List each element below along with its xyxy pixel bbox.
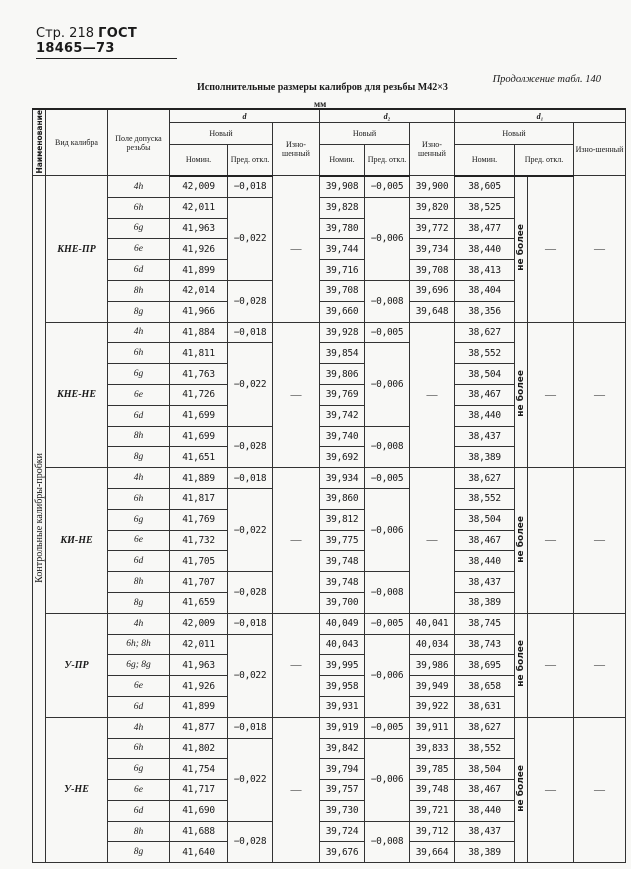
d2-worn: 39,648 xyxy=(410,301,455,322)
d2-nominal: 39,794 xyxy=(320,759,365,780)
d-worn: — xyxy=(273,717,320,863)
table-body xyxy=(33,176,626,863)
d2-worn: 40,041 xyxy=(410,613,455,634)
d1-deviation-value: — xyxy=(528,468,574,614)
d-nominal: 41,802 xyxy=(170,738,228,759)
d2-worn: 39,734 xyxy=(410,239,455,260)
table-row xyxy=(33,176,626,197)
d-nominal: 41,688 xyxy=(170,821,228,842)
d2-nominal: 39,748 xyxy=(320,551,365,572)
d2-nominal: 39,716 xyxy=(320,260,365,281)
tolerance-field: 6d xyxy=(108,551,170,572)
tolerance-field: 6d xyxy=(108,800,170,821)
header-pole-dopuska: Поле допуска резьбы xyxy=(108,109,170,176)
d2-deviation: −0,008 xyxy=(365,280,410,322)
d-nominal: 41,884 xyxy=(170,322,228,343)
tolerance-field: 6d xyxy=(108,405,170,426)
group-label-cell xyxy=(33,176,46,863)
d2-worn: 39,820 xyxy=(410,197,455,218)
d2-nominal: 39,934 xyxy=(320,468,365,489)
header-d1-iznoshennyi: Изно-шенный xyxy=(574,123,626,176)
tolerance-field: 8h xyxy=(108,426,170,447)
d2-worn: 39,922 xyxy=(410,696,455,717)
d2-worn: 39,708 xyxy=(410,260,455,281)
tolerance-field: 6e xyxy=(108,530,170,551)
d-nominal: 42,011 xyxy=(170,634,228,655)
d-nominal: 41,651 xyxy=(170,447,228,468)
d2-nominal: 39,919 xyxy=(320,717,365,738)
d1-worn: — xyxy=(574,717,626,863)
page-number: Стр. 218 xyxy=(36,26,94,41)
d1-nominal: 38,504 xyxy=(455,759,515,780)
header-d1-pred: Пред. откл. xyxy=(515,144,574,176)
d2-worn: — xyxy=(410,322,455,468)
d2-deviation: −0,005 xyxy=(365,322,410,343)
header-d2-pred: Пред. откл. xyxy=(365,144,410,176)
d-nominal: 41,754 xyxy=(170,759,228,780)
continuation-note: Продолжение табл. 140 xyxy=(492,74,601,85)
gauge-name: КИ-НЕ xyxy=(46,468,108,614)
d-deviation: −0,028 xyxy=(228,280,273,322)
tolerance-field: 6e xyxy=(108,780,170,801)
units-label: мм xyxy=(314,99,327,109)
d2-nominal: 39,860 xyxy=(320,488,365,509)
tolerance-field: 4h xyxy=(108,322,170,343)
d2-worn: 39,748 xyxy=(410,780,455,801)
tolerance-field: 4h xyxy=(108,468,170,489)
d-nominal: 41,726 xyxy=(170,384,228,405)
d-nominal: 41,889 xyxy=(170,468,228,489)
d-deviation: −0,018 xyxy=(228,613,273,634)
d2-nominal: 39,740 xyxy=(320,426,365,447)
d-nominal: 41,877 xyxy=(170,717,228,738)
tolerance-field: 4h xyxy=(108,613,170,634)
d1-nominal: 38,605 xyxy=(455,176,515,197)
d2-nominal: 39,775 xyxy=(320,530,365,551)
header-d-nomin: Номин. xyxy=(170,144,228,176)
d-nominal: 41,899 xyxy=(170,260,228,281)
d-nominal: 41,966 xyxy=(170,301,228,322)
d1-deviation-value: — xyxy=(528,717,574,863)
d-nominal: 41,659 xyxy=(170,592,228,613)
tolerance-field: 6g xyxy=(108,364,170,385)
d2-deviation: −0,008 xyxy=(365,572,410,614)
d2-worn: 39,696 xyxy=(410,280,455,301)
tolerance-field: 6h xyxy=(108,343,170,364)
d2-nominal: 39,806 xyxy=(320,364,365,385)
standard-number: ГОСТ 18465—73 xyxy=(36,26,138,56)
d2-nominal: 39,928 xyxy=(320,322,365,343)
d-nominal: 41,717 xyxy=(170,780,228,801)
d-deviation: −0,022 xyxy=(228,738,273,821)
tolerance-field: 6g; 8g xyxy=(108,655,170,676)
header-naimenovanie: Наименование xyxy=(33,109,46,176)
header-d1: d₁ xyxy=(455,109,626,123)
d-nominal: 41,899 xyxy=(170,696,228,717)
header-d1-novyi: Новый xyxy=(455,123,574,145)
d1-deviation-value: — xyxy=(528,322,574,468)
ne-bolee-label: не более xyxy=(516,224,526,272)
d1-nominal: 38,440 xyxy=(455,405,515,426)
d2-nominal: 39,995 xyxy=(320,655,365,676)
d1-nominal: 38,389 xyxy=(455,842,515,863)
ne-bolee-label: не более xyxy=(516,515,526,563)
tolerance-field: 6g xyxy=(108,218,170,239)
d-nominal: 41,769 xyxy=(170,509,228,530)
d2-worn: 39,721 xyxy=(410,800,455,821)
tolerance-field: 4h xyxy=(108,176,170,197)
tolerance-field: 6e xyxy=(108,384,170,405)
d1-deviation-value: — xyxy=(528,613,574,717)
d2-worn: 39,986 xyxy=(410,655,455,676)
header-vid-kalibra: Вид калибра xyxy=(46,109,108,176)
tolerance-field: 6h xyxy=(108,197,170,218)
tolerance-field: 6h xyxy=(108,488,170,509)
d2-worn: 39,833 xyxy=(410,738,455,759)
d2-nominal: 39,748 xyxy=(320,572,365,593)
d-deviation: −0,028 xyxy=(228,572,273,614)
d-deviation: −0,022 xyxy=(228,197,273,280)
d2-nominal: 40,049 xyxy=(320,613,365,634)
header-d-pred: Пред. откл. xyxy=(228,144,273,176)
d2-nominal: 39,700 xyxy=(320,592,365,613)
d1-worn: — xyxy=(574,322,626,468)
d-deviation: −0,022 xyxy=(228,343,273,426)
d1-nominal: 38,467 xyxy=(455,780,515,801)
d2-deviation: −0,005 xyxy=(365,468,410,489)
d2-nominal: 39,742 xyxy=(320,405,365,426)
d1-deviation xyxy=(515,176,528,322)
tolerance-field: 6h xyxy=(108,738,170,759)
d1-nominal: 38,658 xyxy=(455,676,515,697)
d1-nominal: 38,437 xyxy=(455,426,515,447)
d2-deviation: −0,006 xyxy=(365,634,410,717)
d1-nominal: 38,552 xyxy=(455,738,515,759)
d2-nominal: 39,842 xyxy=(320,738,365,759)
d-deviation: −0,018 xyxy=(228,322,273,343)
gauge-name: У-ПР xyxy=(46,613,108,717)
d-nominal: 41,926 xyxy=(170,676,228,697)
d2-nominal: 39,660 xyxy=(320,301,365,322)
d1-nominal: 38,440 xyxy=(455,800,515,821)
d1-nominal: 38,627 xyxy=(455,322,515,343)
tolerance-field: 6e xyxy=(108,676,170,697)
d2-nominal: 40,043 xyxy=(320,634,365,655)
header-d2-iznoshennyi: Изно-шенный xyxy=(410,123,455,176)
ne-bolee-label: не более xyxy=(516,640,526,688)
tolerance-field: 8g xyxy=(108,301,170,322)
d1-nominal: 38,504 xyxy=(455,364,515,385)
d-nominal: 41,963 xyxy=(170,218,228,239)
d1-nominal: 38,627 xyxy=(455,717,515,738)
tolerance-field: 8h xyxy=(108,572,170,593)
d1-deviation xyxy=(515,613,528,717)
d-nominal: 42,009 xyxy=(170,176,228,197)
d-nominal: 42,011 xyxy=(170,197,228,218)
d2-deviation: −0,008 xyxy=(365,821,410,863)
d-deviation: −0,018 xyxy=(228,176,273,197)
header-d-iznoshennyi: Изно-шенный xyxy=(273,123,320,176)
header-d: d xyxy=(170,109,320,123)
d1-nominal: 38,404 xyxy=(455,280,515,301)
d2-nominal: 39,692 xyxy=(320,447,365,468)
d-nominal: 41,699 xyxy=(170,426,228,447)
d1-worn: — xyxy=(574,613,626,717)
d1-nominal: 38,389 xyxy=(455,592,515,613)
d1-nominal: 38,440 xyxy=(455,239,515,260)
d-nominal: 41,817 xyxy=(170,488,228,509)
header-d1-nomin: Номин. xyxy=(455,144,515,176)
table-row xyxy=(33,717,626,738)
d2-nominal: 39,730 xyxy=(320,800,365,821)
d1-worn: — xyxy=(574,468,626,614)
d2-worn: 39,785 xyxy=(410,759,455,780)
d1-nominal: 38,389 xyxy=(455,447,515,468)
tolerance-field: 8g xyxy=(108,842,170,863)
d2-nominal: 39,724 xyxy=(320,821,365,842)
tolerance-field: 6e xyxy=(108,239,170,260)
d-nominal: 41,707 xyxy=(170,572,228,593)
d1-nominal: 38,437 xyxy=(455,821,515,842)
d2-deviation: −0,005 xyxy=(365,717,410,738)
d1-nominal: 38,504 xyxy=(455,509,515,530)
d2-nominal: 39,931 xyxy=(320,696,365,717)
d2-deviation: −0,005 xyxy=(365,613,410,634)
d-nominal: 41,926 xyxy=(170,239,228,260)
d-deviation: −0,028 xyxy=(228,821,273,863)
gauge-name: У-НЕ xyxy=(46,717,108,863)
table-row xyxy=(33,468,626,489)
d2-worn: 39,949 xyxy=(410,676,455,697)
d2-nominal: 39,744 xyxy=(320,239,365,260)
d1-nominal: 38,440 xyxy=(455,551,515,572)
d2-nominal: 39,708 xyxy=(320,280,365,301)
d1-nominal: 38,437 xyxy=(455,572,515,593)
d2-nominal: 39,958 xyxy=(320,676,365,697)
d1-deviation xyxy=(515,717,528,863)
group-label: Контрольные калибры-пробки xyxy=(33,452,45,583)
tolerance-field: 8h xyxy=(108,280,170,301)
d-deviation: −0,028 xyxy=(228,426,273,468)
d1-nominal: 38,743 xyxy=(455,634,515,655)
header-d2-novyi: Новый xyxy=(320,123,410,145)
d1-nominal: 38,631 xyxy=(455,696,515,717)
d2-worn: 40,034 xyxy=(410,634,455,655)
d1-deviation-value: — xyxy=(528,176,574,322)
d2-worn: 39,772 xyxy=(410,218,455,239)
d2-deviation: −0,006 xyxy=(365,343,410,426)
d2-nominal: 39,908 xyxy=(320,176,365,197)
tolerance-field: 6d xyxy=(108,260,170,281)
d-nominal: 41,640 xyxy=(170,842,228,863)
d-nominal: 41,963 xyxy=(170,655,228,676)
d1-deviation xyxy=(515,468,528,614)
d-nominal: 42,009 xyxy=(170,613,228,634)
tolerance-field: 4h xyxy=(108,717,170,738)
d-deviation: −0,018 xyxy=(228,717,273,738)
d1-nominal: 38,552 xyxy=(455,488,515,509)
d-nominal: 41,690 xyxy=(170,800,228,821)
d2-worn: — xyxy=(410,468,455,614)
d2-worn: 39,911 xyxy=(410,717,455,738)
d-nominal: 41,732 xyxy=(170,530,228,551)
gauge-dimensions-table xyxy=(32,108,626,863)
d1-nominal: 38,477 xyxy=(455,218,515,239)
d-nominal: 41,705 xyxy=(170,551,228,572)
d1-nominal: 38,467 xyxy=(455,384,515,405)
table-title: Исполнительные размеры калибров для резьбы М42×3 xyxy=(197,82,448,93)
d-worn: — xyxy=(273,176,320,322)
d-worn: — xyxy=(273,613,320,717)
d2-deviation: −0,005 xyxy=(365,176,410,197)
tolerance-field: 6h; 8h xyxy=(108,634,170,655)
d2-nominal: 39,854 xyxy=(320,343,365,364)
d1-nominal: 38,467 xyxy=(455,530,515,551)
d-deviation: −0,022 xyxy=(228,634,273,717)
d1-nominal: 38,695 xyxy=(455,655,515,676)
d1-nominal: 38,745 xyxy=(455,613,515,634)
d-nominal: 41,699 xyxy=(170,405,228,426)
d2-nominal: 39,757 xyxy=(320,780,365,801)
d2-nominal: 39,828 xyxy=(320,197,365,218)
tolerance-field: 8g xyxy=(108,447,170,468)
d1-nominal: 38,413 xyxy=(455,260,515,281)
gauge-name: КНЕ-НЕ xyxy=(46,322,108,468)
ne-bolee-label: не более xyxy=(516,369,526,417)
d2-nominal: 39,769 xyxy=(320,384,365,405)
page-header xyxy=(36,26,177,59)
d1-worn: — xyxy=(574,176,626,322)
gauge-name: КНЕ-ПР xyxy=(46,176,108,322)
d-nominal: 41,763 xyxy=(170,364,228,385)
d-worn: — xyxy=(273,322,320,468)
ne-bolee-label: не более xyxy=(516,765,526,812)
header-d2: d₂ xyxy=(320,109,455,123)
d-deviation: −0,022 xyxy=(228,488,273,571)
d1-nominal: 38,627 xyxy=(455,468,515,489)
d-deviation: −0,018 xyxy=(228,468,273,489)
d-worn: — xyxy=(273,468,320,614)
d2-deviation: −0,006 xyxy=(365,488,410,571)
header-d2-nomin: Номин. xyxy=(320,144,365,176)
d2-nominal: 39,780 xyxy=(320,218,365,239)
table-row xyxy=(33,613,626,634)
tolerance-field: 8g xyxy=(108,592,170,613)
d2-worn: 39,664 xyxy=(410,842,455,863)
d1-nominal: 38,356 xyxy=(455,301,515,322)
tolerance-field: 6d xyxy=(108,696,170,717)
tolerance-field: 8h xyxy=(108,821,170,842)
d2-deviation: −0,008 xyxy=(365,426,410,468)
d1-nominal: 38,525 xyxy=(455,197,515,218)
d1-deviation xyxy=(515,322,528,468)
d2-deviation: −0,006 xyxy=(365,738,410,821)
d-nominal: 41,811 xyxy=(170,343,228,364)
d-nominal: 42,014 xyxy=(170,280,228,301)
d2-nominal: 39,676 xyxy=(320,842,365,863)
d2-worn: 39,900 xyxy=(410,176,455,197)
d1-nominal: 38,552 xyxy=(455,343,515,364)
table-row xyxy=(33,322,626,343)
header-d-novyi: Новый xyxy=(170,123,273,145)
tolerance-field: 6g xyxy=(108,759,170,780)
d2-deviation: −0,006 xyxy=(365,197,410,280)
d2-worn: 39,712 xyxy=(410,821,455,842)
d2-nominal: 39,812 xyxy=(320,509,365,530)
tolerance-field: 6g xyxy=(108,509,170,530)
